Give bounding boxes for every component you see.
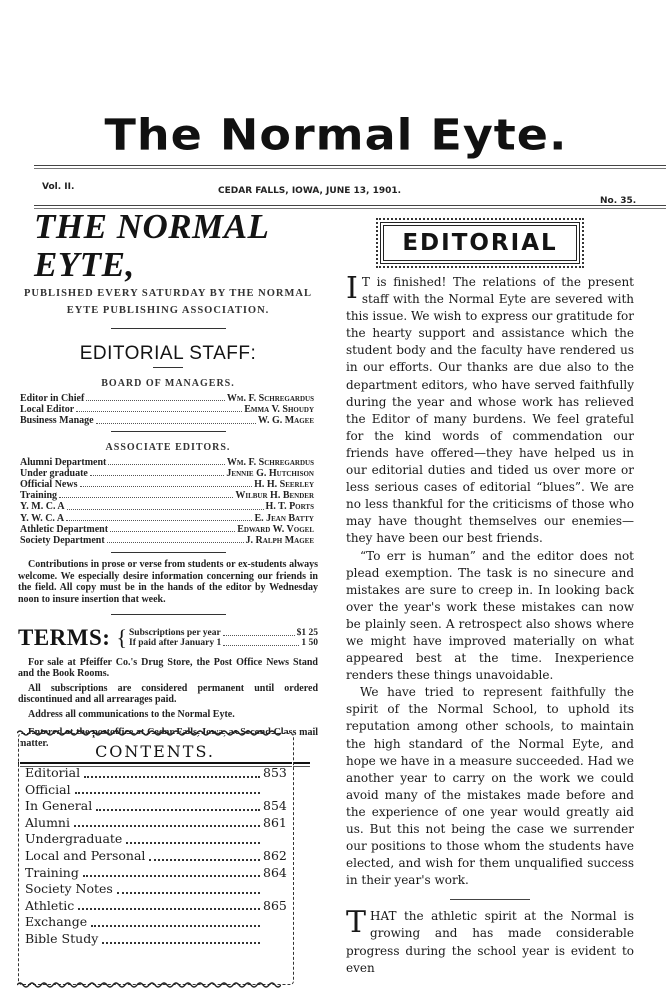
contents-item-page: 864 — [263, 864, 287, 880]
divider — [111, 614, 226, 615]
contents-item — [25, 831, 285, 848]
divider — [153, 367, 183, 368]
staff-row — [20, 524, 314, 535]
divider — [450, 899, 530, 900]
staff-role: Local Editor — [20, 404, 75, 416]
staff-role: Athletic Department — [20, 523, 109, 535]
staff-row — [20, 490, 314, 501]
staff-name: Wm. F. Schregardus — [226, 393, 314, 404]
contents-item-page: 853 — [263, 765, 287, 780]
staff-role: Official News — [20, 479, 78, 491]
leader-dots — [83, 865, 260, 878]
contents-item-page — [263, 782, 285, 799]
terms-block — [18, 625, 318, 651]
contents-item-title: Alumni — [25, 814, 70, 830]
contents-item — [25, 881, 285, 898]
associate-list — [18, 457, 318, 547]
editorial-paragraph: “To err is human” and the editor does not plead exemption. The task is no sinecure and mistakes are sure to creep in. In looking back over the year's work these mistakes can now be plainly seen. A retrospect also shows where we might have improved materially on what appeared best at the time. Inexperience renders these things unavoidable. — [346, 548, 634, 683]
staff-role: Training — [20, 490, 58, 502]
staff-row — [20, 468, 314, 479]
contents-item-page: 865 — [263, 897, 287, 913]
masthead-title: The Normal Eyte. — [104, 110, 568, 160]
terms-item: If paid after January 1 — [129, 637, 222, 648]
address-notice: Address all communications to the Normal Eyte. — [28, 708, 235, 720]
staff-role: Under graduate — [20, 467, 88, 479]
issue-number: No. 35. — [600, 196, 637, 206]
dateline: CEDAR FALLS, IOWA, JUNE 13, 1901. — [218, 186, 402, 196]
staff-name: J. Ralph Magee — [245, 535, 314, 547]
staff-row — [20, 393, 314, 404]
leader-dots — [117, 881, 260, 894]
terms-item: Subscriptions per year — [129, 627, 221, 638]
contents-item-title: Training — [25, 864, 79, 880]
associate-heading: ASSOCIATE EDITORS. — [105, 441, 231, 453]
editorial-banner-text: EDITORIAL — [402, 230, 558, 256]
subscription-notice: All subscriptions are considered permanent until ordered discontinued and all arrearages paid. — [18, 682, 318, 706]
staff-name: Emma V. Shoudy — [244, 404, 314, 416]
contents-title: CONTENTS. — [95, 742, 215, 761]
staff-row — [20, 415, 314, 426]
editorial-staff-heading: EDITORIAL STAFF: — [79, 343, 257, 364]
leader-dots — [149, 848, 260, 861]
leader-dots — [126, 831, 260, 844]
contents-box — [18, 733, 294, 985]
editorial-paragraph: We have tried to represent faithfully the spirit of the Normal School, to uphold its reputation among other schools, to maintain the high standard of the Normal Eyte, and hope we have in a measure succeeded. Had we another year to carry on the work we could avoid many of the mistakes made before and the experience of one year would greatly aid us. But this not being the case we surrender our positions to those whom the students have elected, and wish for them unqualified success in their year's work. — [346, 685, 634, 888]
staff-row — [20, 457, 314, 468]
contents-item — [25, 865, 285, 882]
contents-item-title: Undergraduate — [25, 831, 123, 847]
contents-item-title: Bible Study — [25, 930, 99, 946]
contents-item — [25, 815, 285, 832]
staff-name: Edward W. Vogel — [237, 523, 314, 535]
terms-row — [129, 628, 318, 638]
contents-item-title: Society Notes — [25, 881, 113, 897]
staff-name: E. Jean Batty — [254, 512, 314, 524]
staff-name: Wm. F. Schregardus — [226, 456, 314, 468]
paragraph-text: T is finished! The relations of the present staff with the Normal Eyte are severed with this issue. We wish to express our gratitude for the hearty support and assistance which the student body and the faculty have rendered us in our efforts. Our thanks are due also to the department editors, who have served faithfully during the year and whose work has relieved the Editor of many burdens. We feel grateful for the kind words of commendation our friends have offered—they have helped us in our editorial duties and tided us over more or less serious cases of editorial “blues”. We are no less thankful for the criticisms of those who may have thought themselves our enemies—they have been our best friends. — [346, 275, 634, 546]
contributions-notice: Contributions in prose or verse from students or ex-students always welcome. We especially desire information concerning our friends in the field. All copy must be in the hands of the editor by Wednesday noon to insure insertion that week. — [18, 559, 318, 606]
contents-item — [25, 848, 285, 865]
contents-item-page: 854 — [263, 798, 287, 814]
contents-item-page — [263, 914, 285, 931]
published-line-1: PUBLISHED EVERY SATURDAY BY THE NORMAL — [23, 288, 313, 299]
staff-name: H. T. Ports — [265, 501, 314, 513]
leader-dots — [84, 765, 260, 778]
wavy-border-icon — [17, 981, 281, 989]
contents-item-page: 861 — [263, 814, 287, 830]
editorial-paragraph — [346, 905, 634, 976]
staff-role: Business Manage — [20, 415, 94, 427]
postoffice-notice: Entered at the postoffice at Cedar Falls, Iowa, as Second Class mail matter. — [18, 726, 318, 750]
editorial-banner — [380, 222, 579, 264]
staff-role: Alumni Department — [20, 456, 107, 468]
contents-item — [25, 798, 285, 815]
staff-row — [20, 404, 314, 415]
published-line-2: EYTE PUBLISHING ASSOCIATION. — [66, 305, 270, 316]
divider — [111, 431, 226, 432]
staff-role: Y. M. C. A — [20, 501, 65, 513]
leader-dots — [96, 798, 260, 811]
staff-name: W. G. Magee — [257, 415, 314, 427]
contents-item — [25, 914, 285, 931]
contents-item-title: Local and Personal — [25, 847, 146, 863]
contents-item-page: 862 — [263, 847, 287, 863]
staff-name: Jennie G. Hutchison — [226, 467, 314, 479]
leader-dots — [78, 898, 260, 911]
right-column — [346, 222, 634, 977]
leader-dots — [74, 815, 260, 828]
terms-price: $1 25 — [296, 627, 318, 638]
staff-role: Society Department — [20, 535, 105, 547]
contents-item-title: Official — [25, 781, 71, 797]
contents-item-title: Athletic — [25, 897, 75, 913]
divider — [111, 328, 226, 329]
contents-list — [25, 765, 285, 948]
staff-name: H. H. Seerley — [254, 479, 314, 491]
staff-row — [20, 535, 314, 546]
masthead-rule-bottom — [34, 205, 666, 206]
left-column — [18, 208, 318, 767]
sale-notice: For sale at Pfeiffer Co.'s Drug Store, the Post Office News Stand and the Book Rooms. — [18, 656, 318, 680]
paper-title: THE NORMAL EYTE, — [34, 207, 269, 284]
contents-item-title: Exchange — [25, 914, 88, 930]
staff-role: Y. W. C. A — [20, 512, 65, 524]
contents-item-title: In General — [25, 798, 93, 814]
board-list — [18, 393, 318, 427]
leader-dots — [91, 914, 260, 927]
contents-item-title: Editorial — [25, 765, 81, 780]
contents-item — [25, 898, 285, 915]
wavy-border-icon — [17, 729, 281, 737]
brace-icon: { — [116, 624, 128, 650]
terms-row — [129, 638, 318, 648]
staff-row — [20, 501, 314, 512]
contents-item — [25, 782, 285, 799]
terms-price: 1 50 — [301, 637, 318, 648]
staff-name: Wilbur H. Bender — [235, 490, 314, 502]
masthead-rule-top — [34, 165, 666, 166]
paragraph-text: HAT the athletic spirit at the Normal is growing and has made considerable progress during the school year is evident to even — [346, 909, 634, 975]
contents-item-page — [263, 831, 285, 848]
divider — [111, 552, 226, 553]
contents-item-page — [263, 881, 285, 898]
staff-row — [20, 513, 314, 524]
contents-item — [25, 765, 285, 782]
terms-label: TERMS: — [18, 624, 111, 650]
leader-dots — [75, 782, 260, 795]
leader-dots — [102, 931, 260, 944]
contents-item — [25, 931, 285, 948]
contents-item-page — [263, 931, 285, 948]
dropcap: I — [346, 271, 358, 306]
dropcap: T — [346, 905, 367, 941]
editorial-paragraph — [346, 271, 634, 548]
volume-label: Vol. II. — [42, 182, 75, 192]
staff-row — [20, 479, 314, 490]
board-heading: BOARD OF MANAGERS. — [101, 378, 235, 389]
staff-role: Editor in Chief — [20, 393, 85, 404]
